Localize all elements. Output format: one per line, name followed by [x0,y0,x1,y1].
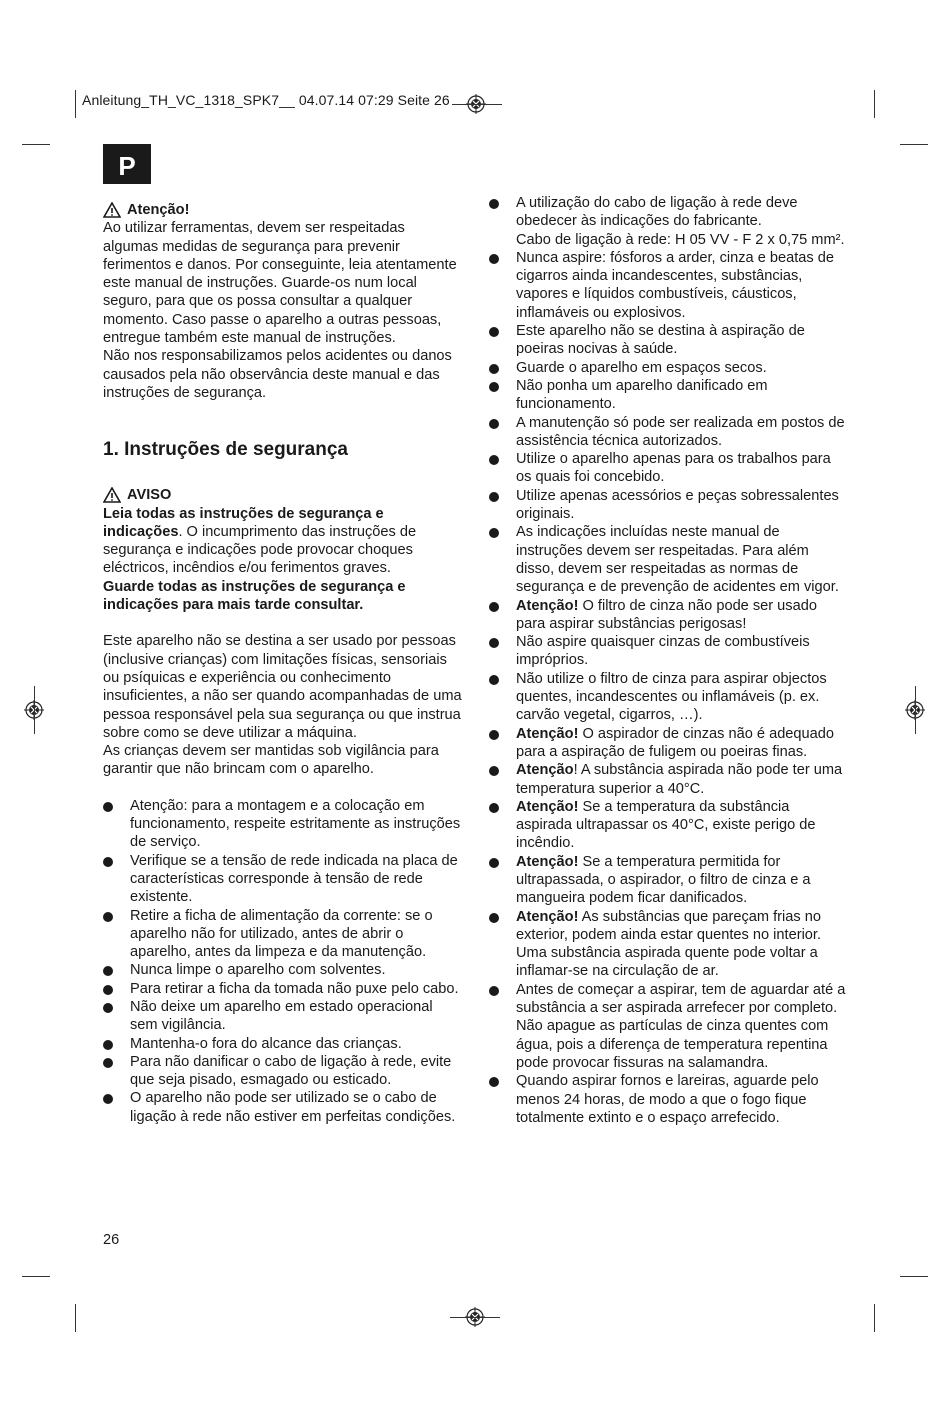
body-paragraph: As crianças devem ser mantidas sob vigilância para garantir que não brincam com o aparelho. [103,743,439,778]
list-item: Utilize o aparelho apenas para os trabalhos para os quais foi concebido. [489,450,849,487]
bullet-icon [489,455,499,465]
crop-mark [900,144,928,145]
crop-mark [22,144,50,145]
list-item: Quando aspirar fornos e lareiras, aguarde pelo menos 24 horas, de modo a que o fogo fique totalmente extinto e o espaço arrefecido. [489,1072,849,1127]
list-item: Não aspire quaisquer cinzas de combustíveis impróprios. [489,633,849,670]
bullet-icon [489,730,499,740]
list-item: Atenção! Se a temperatura permitida for ultrapassada, o aspirador, o filtro de cinza e a mangueira podem ficar danificados. [489,853,849,908]
bullet-icon [489,913,499,923]
bullet-icon [489,638,499,648]
list-item: Para não danificar o cabo de ligação à rede, evite que seja pisado, esmagado ou esticado. [103,1053,463,1090]
left-bullet-list [103,797,463,1126]
bullet-icon [489,382,499,392]
crop-mark [874,1304,875,1332]
warning-paragraph [103,505,463,578]
bullet-icon [489,199,499,209]
warning-heading [103,486,463,504]
attention-heading [103,201,463,219]
bullet-icon [103,1058,113,1068]
bullet-icon [489,419,499,429]
bullet-icon [103,966,113,976]
crop-mark [900,1276,928,1277]
warning-keep-instructions: Guarde todas as instruções de segurança e indicações para mais tarde consultar. [103,578,406,614]
list-item: Guarde o aparelho em espaços secos. [489,359,849,377]
list-item: Atenção! Se a temperatura da substância aspirada ultrapassar os 40°C, existe perigo de incêndio. [489,798,849,853]
crop-mark [75,1304,76,1332]
bullet-icon [489,766,499,776]
bullet-icon [489,492,499,502]
list-item: Antes de começar a aspirar, tem de aguardar até a substância a ser aspirada arrefecer por completo. Não apague as partículas de cinza quentes com água, pois a diferença de temperatura repentina pode provocar fissuras na salamandra. [489,981,849,1072]
warning-triangle-icon [103,487,121,503]
bullet-icon [103,1094,113,1104]
list-item: Mantenha-o fora do alcance das crianças. [103,1035,463,1053]
bullet-icon [489,803,499,813]
warning-bold-text: Leia todas as instruções de segurança e indicações [103,505,384,540]
list-item: Não deixe um aparelho em estado operacional sem vigilância. [103,998,463,1035]
crop-mark [75,90,76,118]
crop-mark [874,90,875,118]
right-bullet-list [489,194,849,1127]
registration-line [34,686,35,734]
list-item: As indicações incluídas neste manual de instruções devem ser respeitadas. Para além disso, devem ser respeitadas as normas de segurança e de prevenção de acidentes em vigor. [489,523,849,596]
list-item: Este aparelho não se destina à aspiração de poeiras nocivas à saúde. [489,322,849,359]
right-column [489,194,849,1127]
registration-line [915,686,916,734]
list-item: Não utilize o filtro de cinza para aspirar objectos quentes, incandescentes ou inflamáveis (p. ex. carvão vegetal, cigarros, …). [489,670,849,725]
bullet-icon [489,528,499,538]
bullet-icon [489,254,499,264]
attention-title: Atenção! [127,202,190,218]
list-item: Nunca aspire: fósforos a arder, cinza e beatas de cigarros ainda incandescentes, substâncias, vapores e líquidos combustíveis, cáusticos, inflamáveis ou explosivos. [489,249,849,322]
registration-line [452,104,502,105]
page-number: 26 [103,1232,120,1248]
bullet-icon [489,858,499,868]
list-item: A manutenção só pode ser realizada em postos de assistência técnica autorizados. [489,414,849,451]
bullet-icon [489,364,499,374]
list-item: Nunca limpe o aparelho com solventes. [103,961,463,979]
warning-title: AVISO [127,487,172,504]
crop-mark [22,1276,50,1277]
list-item: Atenção! A substância aspirada não pode ter uma temperatura superior a 40°C. [489,761,849,798]
warning-text: . O incumprimento das instruções de segurança e indicações pode provocar choques eléctricos, incêndios e/ou ferimentos graves. [103,523,417,577]
list-item: Verifique se a tensão de rede indicada na placa de características corresponde à tensão de rede existente. [103,852,463,907]
list-item: Atenção! O filtro de cinza não pode ser usado para aspirar substâncias perigosas! [489,597,849,634]
bullet-icon [103,985,113,995]
list-item: Atenção: para a montagem e a colocação em funcionamento, respeite estritamente as instruções de serviço. [103,797,463,852]
language-badge: P [103,144,151,184]
bullet-icon [103,857,113,867]
list-item: Não ponha um aparelho danificado em funcionamento. [489,377,849,414]
list-item: Atenção! As substâncias que pareçam frias no exterior, podem ainda estar quentes no interior. Uma substância aspirada quente pode voltar a inflamar-se na circulação de ar. [489,908,849,981]
body-paragraph: Este aparelho não se destina a ser usado por pessoas (inclusive crianças) com limitações físicas, sensoriais ou psíquicas e experiência ou conhecimento insuficientes, a não ser quando acompanhadas de uma pessoa responsável pela sua segurança ou que instrua sobre como se deve utilizar a máquina. [103,633,462,741]
list-item: Utilize apenas acessórios e peças sobressalentes originais. [489,487,849,524]
bullet-icon [489,675,499,685]
list-item: Retire a ficha de alimentação da corrente: se o aparelho não for utilizado, antes de abrir o aparelho, antes da limpeza e da manutenção. [103,907,463,962]
list-item: Atenção! O aspirador de cinzas não é adequado para a aspiração de fuligem ou poeiras finas. [489,725,849,762]
list-item: Para retirar a ficha da tomada não puxe pelo cabo. [103,980,463,998]
attention-paragraph: Não nos responsabilizamos pelos acidentes ou danos causados pela não observância deste manual e das instruções de segurança. [103,348,452,401]
warning-triangle-icon [103,202,121,218]
attention-paragraph: Ao utilizar ferramentas, devem ser respeitadas algumas medidas de segurança para prevenir ferimentos e danos. Por conseguinte, leia atentamente este manual de instruções. Guarde-os num local seguro, para que os possa consultar a qualquer momento. Caso passe o aparelho a outras pessoas, entregue também este manual de instruções. [103,220,457,347]
bullet-icon [489,602,499,612]
bullet-icon [489,327,499,337]
bullet-icon [103,1040,113,1050]
list-item: O aparelho não pode ser utilizado se o cabo de ligação à rede não estiver em perfeitas condições. [103,1089,463,1126]
section-title: 1. Instruções de segurança [103,439,348,461]
bullet-icon [489,986,499,996]
bullet-icon [103,802,113,812]
bullet-icon [103,1003,113,1013]
registration-line [450,1317,500,1318]
left-column [103,201,463,1126]
bullet-icon [103,912,113,922]
print-header: Anleitung_TH_VC_1318_SPK7__ 04.07.14 07:29 Seite 26 [82,92,450,108]
bullet-icon [489,1077,499,1087]
list-item: A utilização do cabo de ligação à rede deve obedecer às indicações do fabricante. Cabo de ligação à rede: H 05 VV - F 2 x 0,75 mm². [489,194,849,249]
